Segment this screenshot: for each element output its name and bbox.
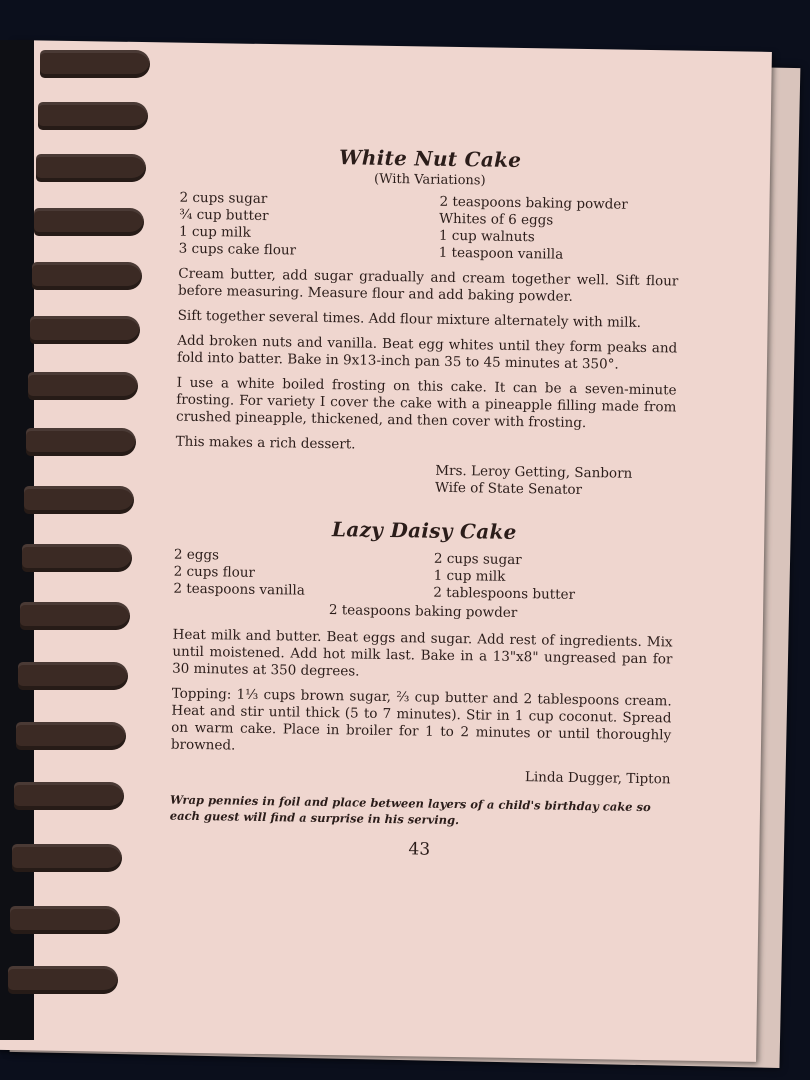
recipe1-paragraph: Add broken nuts and vanilla. Beat egg whites until they form peaks and fold into batter. Bake in 9x13-inch pan 35 to 45 minutes at 350°. <box>176 332 678 373</box>
ingredient: 1 teaspoon vanilla <box>438 244 564 263</box>
recipe1-ingredients-left <box>179 190 420 262</box>
author-name: Mrs. Leroy Getting, Sanborn <box>435 462 633 482</box>
ingredient: 2 teaspoons vanilla <box>173 580 305 599</box>
binding-ring <box>40 50 150 78</box>
binding-ring <box>34 208 144 236</box>
binding-ring <box>36 154 146 182</box>
binding-ring <box>8 966 118 994</box>
recipe2-paragraph: Topping: 1⅓ cups brown sugar, ⅔ cup butter and 2 tablespoons cream. Heat and stir until thick (5 to 7 minutes). Stir in 1 cup coconut. Spread on warm cake. Place in broiler for 1 to 2 minutes or until thoroughly browned. <box>170 685 672 754</box>
recipe1-paragraph: Cream butter, add sugar gradually and cream together well. Sift flour before measuring. Measure flour and add baking powder. <box>177 265 679 305</box>
ingredient: 1 cup walnuts <box>438 227 535 246</box>
binding-ring <box>10 906 120 934</box>
binding-ring <box>20 602 130 630</box>
ingredient: 1 cup milk <box>433 567 506 585</box>
binding-ring <box>24 486 134 514</box>
ingredient: Whites of 6 eggs <box>439 210 554 229</box>
ingredient: 2 cups sugar <box>179 189 268 208</box>
ingredient: 2 teaspoons baking powder <box>439 193 628 213</box>
recipe1-author <box>435 463 676 501</box>
ingredient: 2 eggs <box>173 546 220 564</box>
binding-ring <box>16 722 126 750</box>
recipe2-title: Lazy Daisy Cake <box>331 517 517 544</box>
recipe1-paragraph: Sift together several times. Add flour mixture alternately with milk. <box>177 307 642 331</box>
ingredient: ¾ cup butter <box>179 206 269 225</box>
author-title: Wife of State Senator <box>434 479 583 499</box>
ingredient-center: 2 teaspoons baking powder <box>328 602 518 622</box>
spiral-binding <box>0 40 150 1040</box>
binding-ring <box>18 662 128 690</box>
ingredient: 2 tablespoons butter <box>433 584 576 603</box>
binding-ring <box>22 544 132 572</box>
recipe1-ingredients-right <box>439 194 680 266</box>
recipe2-ingredients <box>173 547 674 606</box>
tip-text: Wrap pennies in foil and place between layers of a child's birthday cake so each guest will find a surprise in his serving. <box>169 792 651 828</box>
recipe2-paragraph: Heat milk and butter. Beat eggs and sugar. Add rest of ingredients. Mix until moistened. Add hot milk last. Bake in a 13"x8" ungreased pan for 30 minutes at 350 degrees. <box>172 626 673 680</box>
recipe1-subtitle: (With Variations) <box>373 171 486 189</box>
recipe2-ingredients-right <box>433 551 674 606</box>
ingredient: 2 cups sugar <box>433 550 522 569</box>
ingredient: 2 cups flour <box>173 563 256 581</box>
recipe1-paragraph: This makes a rich dessert. <box>175 433 356 453</box>
page-number: 43 <box>408 839 431 860</box>
binding-ring <box>12 844 122 872</box>
ingredient: 1 cup milk <box>178 223 251 241</box>
binding-ring <box>28 372 138 400</box>
binding-ring <box>38 102 148 130</box>
binding-ring <box>14 782 124 810</box>
recipe1-ingredients <box>179 190 680 266</box>
binding-ring <box>26 428 136 456</box>
page-content <box>169 43 682 864</box>
recipe2-author: Linda Dugger, Tipton <box>524 769 671 788</box>
binding-ring <box>32 262 142 290</box>
recipe1-title: White Nut Cake <box>338 145 522 173</box>
recipe1-paragraph: I use a white boiled frosting on this cake. It can be a seven-minute frosting. For variety I cover the cake with a pineapple filling made from crushed pineapple, thickened, and then cover with frosting. <box>175 374 677 432</box>
ingredient: 3 cups cake flour <box>178 240 297 259</box>
binding-ring <box>30 316 140 344</box>
recipe2-ingredients-left <box>173 547 414 602</box>
